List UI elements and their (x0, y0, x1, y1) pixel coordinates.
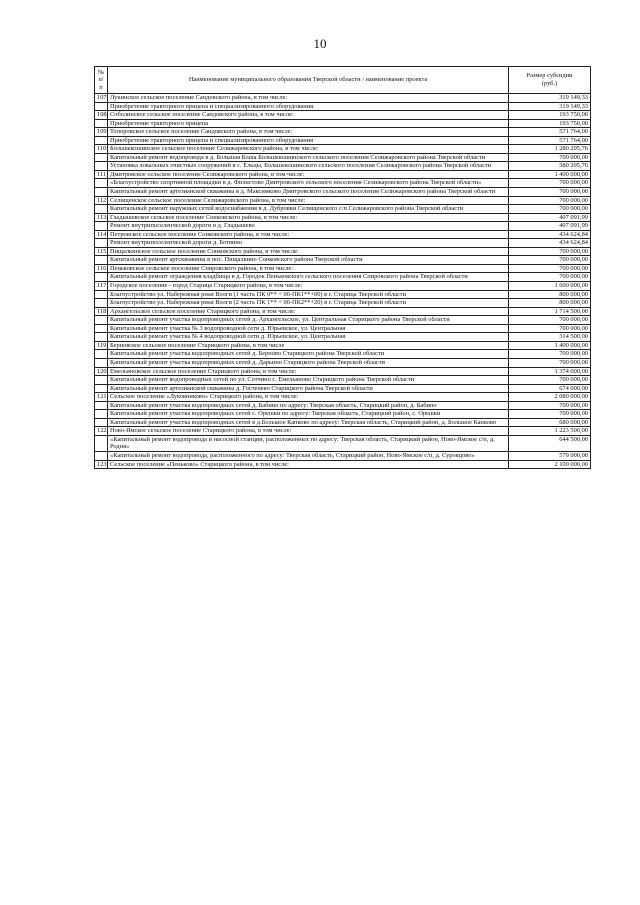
row-amount: 800 000,00 (509, 290, 591, 299)
row-number: 117 (95, 282, 108, 291)
row-number: 119 (95, 341, 108, 350)
row-number (95, 316, 108, 325)
row-number (95, 179, 108, 188)
table-row (95, 367, 591, 376)
row-number: 114 (95, 230, 108, 239)
table-row (95, 170, 591, 179)
row-amount: 434 624,84 (509, 230, 591, 239)
row-number: 122 (95, 427, 108, 436)
row-name: Капитальный ремонт участка водопроводных сетей с. Орешки по адресу: Тверская область, Старицкий район, с. Орешки (108, 410, 509, 419)
row-number (95, 324, 108, 333)
row-name: Капитальный ремонт водопроводных сетей по ул. Сотчино с. Емельяново Старицкого района Тверской области (108, 376, 509, 385)
header-amount-line1: Размер субсидии (526, 72, 573, 80)
row-amount: 700 000,00 (509, 153, 591, 162)
row-number (95, 256, 108, 265)
row-name: Ремонт внутрипоселенческой дороги д. Ботвино (108, 239, 509, 248)
table-row (95, 290, 591, 299)
row-amount: 1 600 000,00 (509, 282, 591, 291)
row-amount: 700 000,00 (509, 324, 591, 333)
table-row (95, 307, 591, 316)
row-amount: 800 000,00 (509, 299, 591, 308)
header-number (95, 67, 108, 94)
row-name: «Благоустройство спортивной площадки в д. Филистово Дмитровского сельского поселения Селижаровского района Тверской области» (108, 179, 509, 188)
row-amount: 700 000,00 (509, 196, 591, 205)
row-name: Капитальный ремонт артезианской скважины в д. Максимково Дмитровского сельского поселения Селижаровского района Тверской области (108, 188, 509, 197)
row-amount: 1 714 500,00 (509, 307, 591, 316)
row-name: Капитальный ремонт участка водопроводных сетей д. Берново Старицкого района Тверской области (108, 350, 509, 359)
row-number: 107 (95, 94, 108, 103)
table-row (95, 256, 591, 265)
table-row (95, 230, 591, 239)
row-name: Селищенское сельское поселение Селижаровского района, в том числе: (108, 196, 509, 205)
row-amount: 2 100 000,00 (509, 460, 591, 469)
row-amount: 700 000,00 (509, 350, 591, 359)
row-amount: 571 764,00 (509, 128, 591, 137)
row-name: Большекошинское сельское поселение Селижаровского района, в том числе: (108, 145, 509, 154)
row-amount: 700 000,00 (509, 273, 591, 282)
row-amount: 193 750,00 (509, 119, 591, 128)
row-amount: 407 091,99 (509, 213, 591, 222)
row-amount: 319 149,33 (509, 94, 591, 103)
row-number (95, 119, 108, 128)
header-number-line1: № (97, 68, 105, 76)
table-row (95, 128, 591, 137)
row-number (95, 333, 108, 342)
row-name: Капитальный ремонт участка водопроводных сетей в д.Большое Капково по адресу: Тверская область, Старицкий район, д. Большое Капково (108, 418, 509, 427)
row-amount: 2 080 000,00 (509, 393, 591, 402)
row-amount: 674 000,00 (509, 384, 591, 393)
row-number (95, 162, 108, 171)
table-body (95, 94, 591, 469)
row-number (95, 102, 108, 111)
row-amount: 580 295,76 (509, 162, 591, 171)
row-name: Капитальный ремонт ограждения кладбища в д. Городок Пеньковского сельского поселения Спировского района Тверской области (108, 273, 509, 282)
row-name: Установка локальных очистных сооружений в с. Ельцы, Большекошинского сельского поселения Селижаровского района Тверской области (108, 162, 509, 171)
row-number (95, 376, 108, 385)
table-row (95, 299, 591, 308)
table-row (95, 418, 591, 427)
row-amount: 1 280 295,76 (509, 145, 591, 154)
row-amount: 700 000,00 (509, 410, 591, 419)
table-row (95, 239, 591, 248)
row-name: Капитальный ремонт артезианской скважины д. Гостенево Старицкого района Тверской области (108, 384, 509, 393)
table-row (95, 102, 591, 111)
table-row (95, 316, 591, 325)
row-number (95, 410, 108, 419)
row-number (95, 273, 108, 282)
row-number: 111 (95, 170, 108, 179)
row-amount: 700 000,00 (509, 256, 591, 265)
row-number (95, 239, 108, 248)
row-amount: 434 624,84 (509, 239, 591, 248)
table-row (95, 358, 591, 367)
row-number: 112 (95, 196, 108, 205)
table-row (95, 205, 591, 214)
row-number (95, 290, 108, 299)
row-name: Лукинское сельское поселение Сандовского района, в том числе: (108, 94, 509, 103)
row-name: Топоровское сельское поселение Сандовского района, в том числе: (108, 128, 509, 137)
row-number: 110 (95, 145, 108, 154)
row-number (95, 136, 108, 145)
row-amount: 193 750,00 (509, 111, 591, 120)
row-number: 108 (95, 111, 108, 120)
table-row (95, 451, 591, 460)
row-number (95, 153, 108, 162)
table-row (95, 273, 591, 282)
table-row (95, 119, 591, 128)
table-row (95, 341, 591, 350)
row-name: Пеньковское сельское поселение Спировского района, в том числе: (108, 264, 509, 273)
row-name: Архангельское сельское поселение Старицкого района, в том числе: (108, 307, 509, 316)
row-amount: 700 000,00 (509, 179, 591, 188)
row-number: 116 (95, 264, 108, 273)
table-row (95, 324, 591, 333)
row-number (95, 188, 108, 197)
row-name: Емельяновское сельское поселение Старицкого района, в том числе: (108, 367, 509, 376)
row-number (95, 299, 108, 308)
table-row (95, 94, 591, 103)
header-name: Наименование муниципального образования Тверской области / наименование проекта (108, 67, 509, 94)
row-name: Капитальный ремонт артскважины в пос. Пищалкино Сонковского района Тверской области (108, 256, 509, 265)
row-name: Капитальный ремонт участка водопроводных сетей д. Дарьино Старицкого района Тверской области (108, 358, 509, 367)
table-row (95, 460, 591, 469)
header-amount-line2: (руб.) (541, 80, 558, 87)
subsidy-table (94, 66, 591, 469)
row-number: 121 (95, 393, 108, 402)
row-amount: 700 000,00 (509, 264, 591, 273)
table-row (95, 333, 591, 342)
row-name: Капитальный ремонт участка водопроводных сетей д. Архангельское, ул. Центральная Старицкого района Тверской области (108, 316, 509, 325)
row-name: Приобретение тракторного прицепа (108, 119, 509, 128)
row-amount: 319 149,33 (509, 102, 591, 111)
row-name: Приобретение тракторного прицепа и специализированного оборудования (108, 136, 509, 145)
row-name: Дмитровское сельское поселение Селижаровского района, в том числе: (108, 170, 509, 179)
row-name: Сельское поселение «Луковниково» Старицкого района, в том числе: (108, 393, 509, 402)
row-number (95, 358, 108, 367)
row-number: 113 (95, 213, 108, 222)
table-row (95, 282, 591, 291)
table-row (95, 350, 591, 359)
row-number: 120 (95, 367, 108, 376)
row-name: Капитальный ремонт участка № 3 водопроводной сети д. Юрьевское, ул. Центральная (108, 324, 509, 333)
row-name: «Капитальный ремонт водопровода, расположенного по адресу: Тверская область, Старицкий район, Ново-Ямское с/п, д. Суровцово» (108, 451, 509, 460)
row-amount: 1 223 500,00 (509, 427, 591, 436)
table-row (95, 393, 591, 402)
row-amount: 1 374 000,00 (509, 367, 591, 376)
row-name: Гладышевское сельское поселение Сонковского района, в том числе: (108, 213, 509, 222)
table-row (95, 264, 591, 273)
row-amount: 571 764,00 (509, 136, 591, 145)
table-row (95, 188, 591, 197)
table-row (95, 401, 591, 410)
row-amount: 700 000,00 (509, 247, 591, 256)
row-name: Пищалкинское сельское поселение Сонковского района, в том числе: (108, 247, 509, 256)
row-number (95, 435, 108, 451)
row-amount: 700 000,00 (509, 376, 591, 385)
row-amount: 700 000,00 (509, 401, 591, 410)
row-amount: 314 500,00 (509, 333, 591, 342)
row-number (95, 451, 108, 460)
table-row (95, 136, 591, 145)
row-number: 109 (95, 128, 108, 137)
row-amount: 579 000,00 (509, 451, 591, 460)
table-row (95, 247, 591, 256)
row-name: Ремонт внутрипоселенческой дороги в д. Гладышево (108, 222, 509, 231)
table-row (95, 376, 591, 385)
table-row (95, 111, 591, 120)
row-number: 115 (95, 247, 108, 256)
row-name: Капитальный ремонт участка № 4 водопроводной сети д. Юрьевское, ул. Центральная (108, 333, 509, 342)
row-amount: 700 000,00 (509, 358, 591, 367)
row-name: Соболинское сельское поселение Сандовского района, в том числе: (108, 111, 509, 120)
row-amount: 1 400 000,00 (509, 341, 591, 350)
row-name: Приобретение тракторного прицепа и специализированного оборудования. (108, 102, 509, 111)
table-row (95, 213, 591, 222)
table-row (95, 427, 591, 436)
header-number-line2: п/п (98, 76, 104, 91)
row-name: Петровское сельское поселение Сонковского района, в том числе: (108, 230, 509, 239)
row-number (95, 384, 108, 393)
table-row (95, 384, 591, 393)
row-amount: 700 000,00 (509, 188, 591, 197)
header-amount (509, 67, 591, 94)
row-name: Капитальный ремонт наружных сетей водоснабжения в д. Дубровки Селищенского с/п Селижаровского района Тверской области (108, 205, 509, 214)
table-row (95, 222, 591, 231)
row-name: Ново-Ямское сельское поселение Старицкого района, в том числе: (108, 427, 509, 436)
row-amount: 700 000,00 (509, 316, 591, 325)
row-name: Благоустройство ул. Набережная реки Волги (1 часть ПК 0** + 00-ПК1**+00) в г. Старица Тверской области (108, 290, 509, 299)
row-amount: 644 500,00 (509, 435, 591, 451)
table-row (95, 410, 591, 419)
row-number (95, 222, 108, 231)
row-number (95, 418, 108, 427)
row-name: Капитальный ремонт участка водопроводных сетей д. Бабино по адресу: Тверская область, Старицкий район, д. Бабино (108, 401, 509, 410)
row-name: Городское поселение - город Старица Старицкого района, в том числе: (108, 282, 509, 291)
table-row (95, 196, 591, 205)
row-amount: 700 000,00 (509, 205, 591, 214)
row-number (95, 205, 108, 214)
table-row (95, 435, 591, 451)
table-row (95, 153, 591, 162)
row-amount: 407 091,99 (509, 222, 591, 231)
row-number (95, 401, 108, 410)
row-name: Сельское поселение «Пеньково» Старицкого района, в том числе: (108, 460, 509, 469)
row-name: Берновское сельское поселение Старицкого района, в том числе (108, 341, 509, 350)
table-header-row (95, 67, 591, 94)
row-number (95, 350, 108, 359)
table-row (95, 145, 591, 154)
table-row (95, 179, 591, 188)
row-amount: 680 000,00 (509, 418, 591, 427)
row-number: 118 (95, 307, 108, 316)
page-number: 10 (313, 36, 327, 51)
row-amount: 1 400 000,00 (509, 170, 591, 179)
table-row (95, 162, 591, 171)
row-name: Благоустройство ул. Набережная реки Волги (2 часть ПК 1** + 00-ПК2**+20) в г. Старица Тверской области (108, 299, 509, 308)
row-number: 123 (95, 460, 108, 469)
row-name: Капитальный ремонт водопровода в д. Большая Коша Большекошинского сельского поселения Селижаровского района Тверской области (108, 153, 509, 162)
row-name: «Капитальный ремонт водопровода и насосной станции, расположенных по адресу: Тверская область, Старицкий район, Ново-Ямское с/п, д. Родня» (108, 435, 509, 451)
